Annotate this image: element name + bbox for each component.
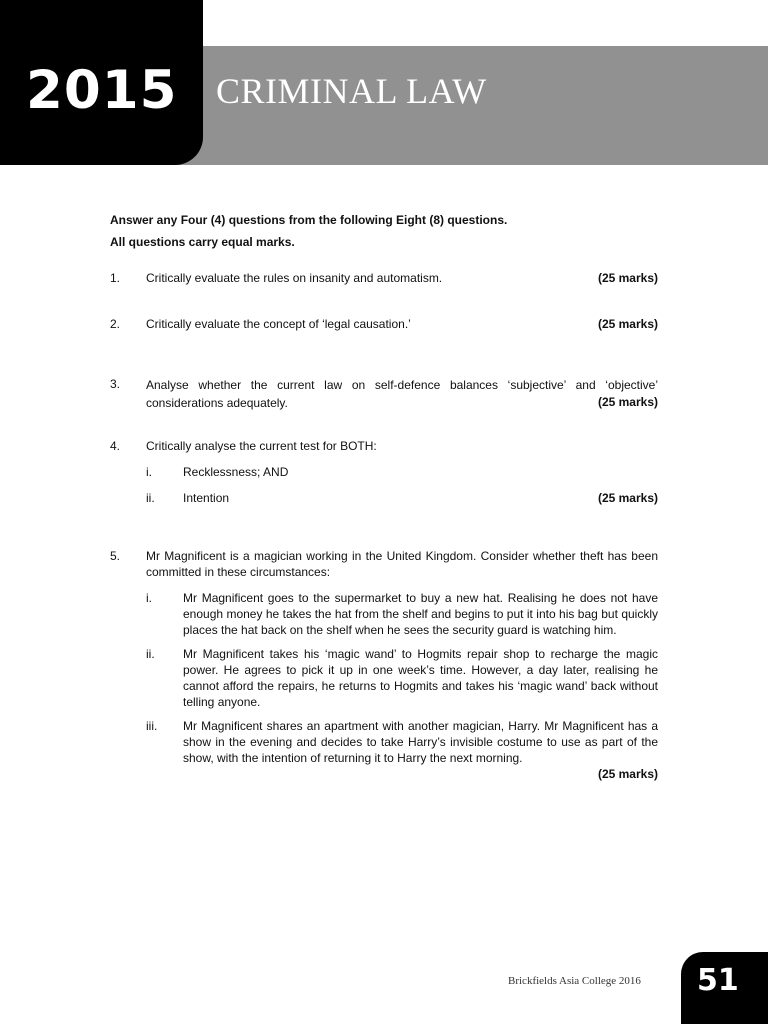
exam-content [110, 212, 658, 782]
question-4 [110, 438, 658, 506]
sub-question-number: ii. [146, 491, 155, 505]
sub-question-number: i. [146, 591, 152, 605]
question-1 [110, 270, 658, 286]
question-text: Critically evaluate the concept of ‘legal causation.’ [146, 317, 411, 331]
page-title: CRIMINAL LAW [216, 71, 487, 111]
question-marks: (25 marks) [597, 395, 658, 409]
year-block [0, 0, 203, 165]
question-number: 5. [110, 549, 121, 563]
footer-publisher: Brickfields Asia College 2016 [508, 975, 641, 987]
question-text: Critically evaluate the rules on insanity and automatism. [146, 271, 443, 285]
sub-question [146, 646, 658, 710]
sub-question-text: Intention [183, 491, 230, 505]
question-number: 4. [110, 439, 121, 453]
question-text: Critically analyse the current test for BOTH: [146, 439, 377, 453]
sub-question-number: iii. [146, 719, 158, 733]
question-marks: (25 marks) [597, 767, 658, 781]
question-marks: (25 marks) [597, 271, 658, 285]
sub-question [146, 490, 658, 506]
question-marks: (25 marks) [597, 491, 658, 505]
question-number: 3. [110, 377, 121, 391]
sub-question [146, 590, 658, 638]
sub-question-number: ii. [146, 647, 155, 661]
sub-question-text: Recklessness; AND [183, 465, 289, 479]
sub-question-number: i. [146, 465, 152, 479]
question-number: 2. [110, 317, 121, 331]
sub-question-text: Mr Magnificent shares an apartment with another magician, Harry. Mr Magnificent has a show in the evening and decides to take Harry’s invisible costume to use as part of the show, with the intention of returning it to Harry the next morning. [183, 719, 658, 765]
question-text: Mr Magnificent is a magician working in the United Kingdom. Consider whether theft has been committed in these circumstances: [146, 549, 658, 579]
question-2 [110, 316, 658, 332]
sub-question-text: Mr Magnificent takes his ‘magic wand’ to Hogmits repair shop to recharge the magic power. He agrees to pick it up in one week’s time. However, a day later, realising he cannot afford the repairs, he returns to Hogmits and takes his ‘magic wand’ back without telling anyone. [183, 647, 658, 709]
instruction-line-2: All questions carry equal marks. [110, 235, 295, 249]
title-band [160, 46, 768, 165]
question-5 [110, 548, 658, 782]
page-number: 51 [697, 963, 739, 998]
sub-question [146, 464, 658, 480]
question-text: Analyse whether the current law on self-defence balances ‘subjective’ and ‘objective’ considerations adequately. [146, 378, 658, 410]
question-marks: (25 marks) [597, 317, 658, 331]
sub-question [146, 718, 658, 766]
question-3 [110, 376, 658, 410]
page-number-block [681, 952, 768, 1024]
instruction-line-1: Answer any Four (4) questions from the following Eight (8) questions. [110, 213, 508, 227]
year-label: 2015 [26, 60, 178, 121]
sub-question-text: Mr Magnificent goes to the supermarket to buy a new hat. Realising he does not have enough money he takes the hat from the shelf and begins to put it into his bag but quickly places the hat back on the shelf when he sees the security guard is watching him. [183, 591, 658, 637]
question-number: 1. [110, 271, 121, 285]
